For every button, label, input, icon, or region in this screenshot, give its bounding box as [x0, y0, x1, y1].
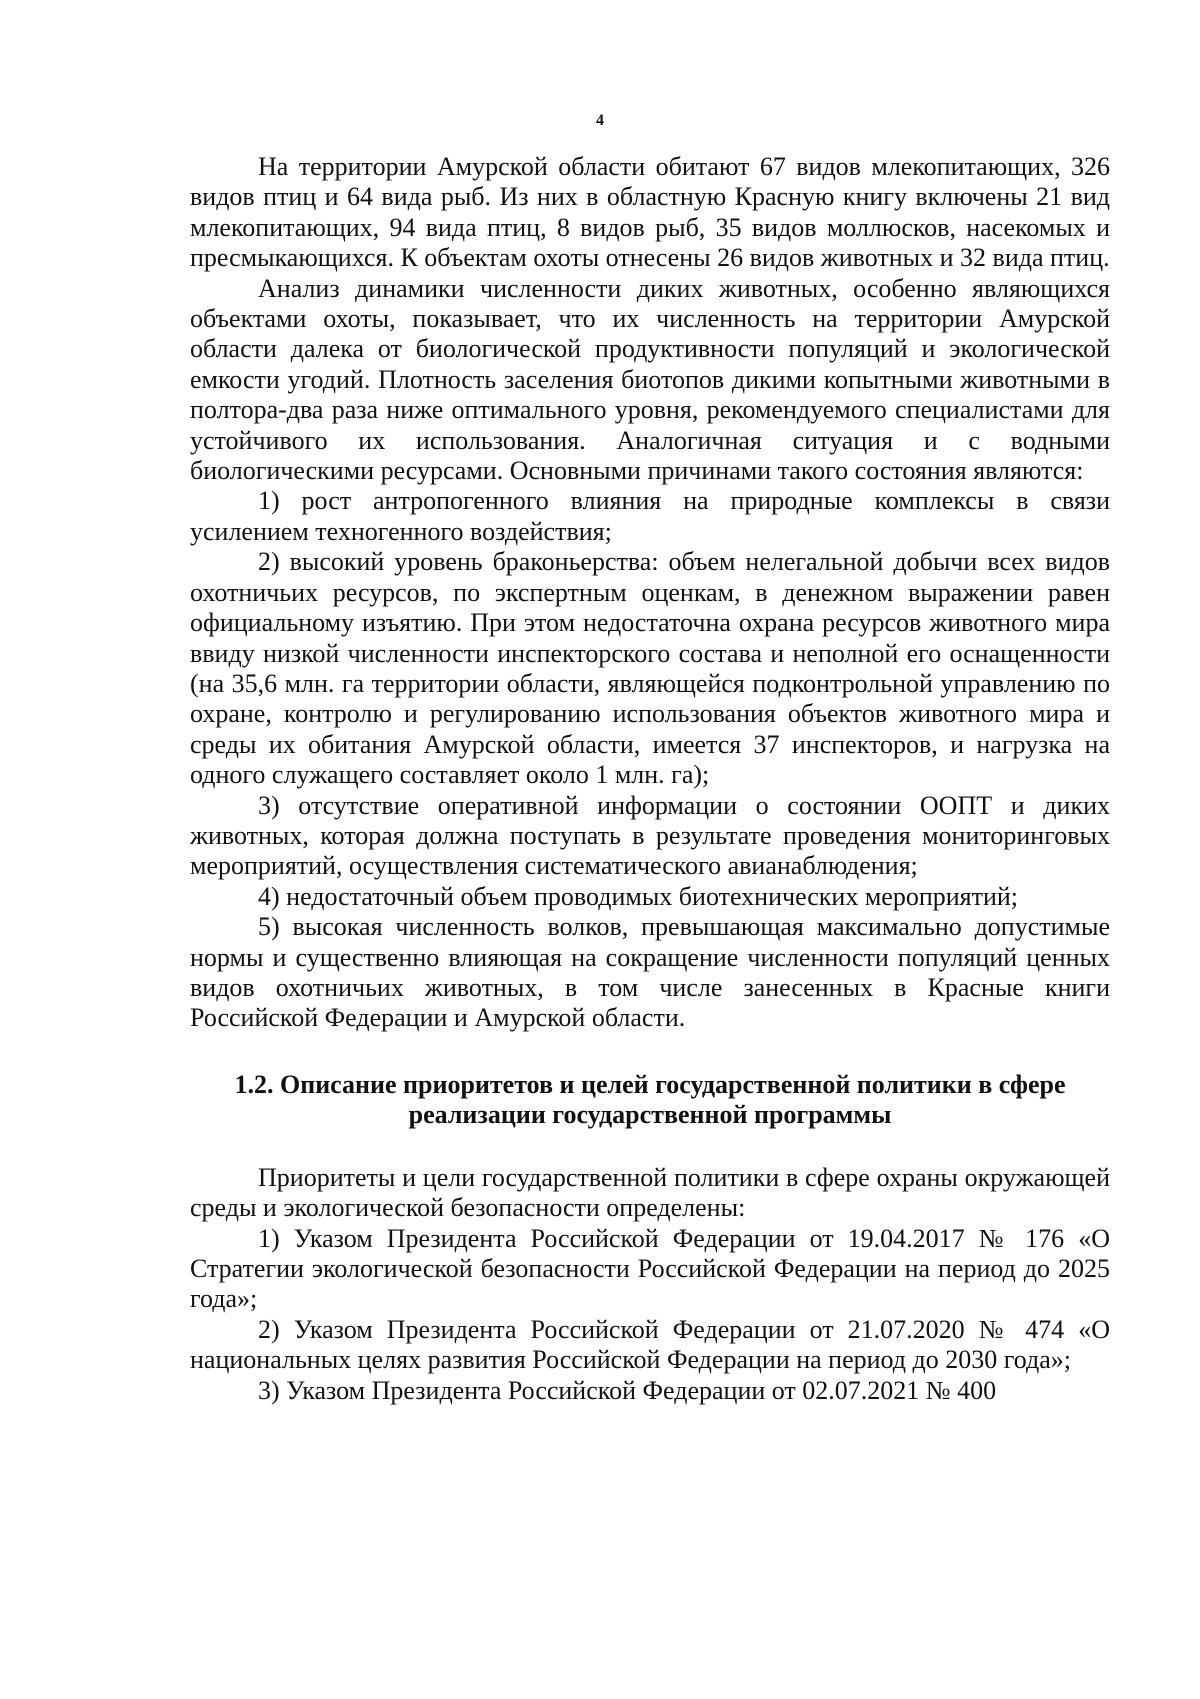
list-item-decree-474: 2) Указом Президента Российской Федерации от 21.07.2020 № 474 «О национальных целях развития Российской Федерации на период до 2030 года»;	[190, 1314, 1110, 1375]
page-number: 4	[596, 112, 604, 129]
list-item-decree-176: 1) Указом Президента Российской Федерации от 19.04.2017 № 176 «О Стратегии экологической безопасности Российской Федерации на период до 2025 года»;	[190, 1223, 1110, 1314]
list-item-poaching: 2) высокий уровень браконьерства: объем нелегальной добычи всех видов охотничьих ресурсов, по экспертным оценкам, в денежном выражении равен официальному изъятию. При этом недостаточна охрана ресурсов животного мира ввиду низкой численности инспекторского состава и неполной его оснащенности (на 35,6 млн. га территории области, являющейся подконтрольной управлению по охране, контролю и регулированию использования объектов животного мира и среды их обитания Амурской области, имеется 37 инспекторов, и нагрузка на одного служащего составляет около 1 млн. га);	[190, 547, 1110, 790]
page-content	[190, 152, 1110, 1406]
section-heading-line-1: 1.2. Описание приоритетов и целей государственной политики в сфере	[234, 1069, 1066, 1099]
section-heading	[190, 1070, 1110, 1131]
paragraph-fauna-species: На территории Амурской области обитают 67 видов млекопитающих, 326 видов птиц и 64 вида рыб. Из них в областную Красную книгу включены 21 вид млекопитающих, 94 вида птиц, 8 видов рыб, 35 видов моллюсков, насекомых и пресмыкающихся. К объектам охоты отнесены 26 видов животных и 32 вида птиц.	[190, 152, 1110, 273]
paragraph-priorities: Приоритеты и цели государственной политики в сфере охраны окружающей среды и экологической безопасности определены:	[190, 1162, 1110, 1223]
list-item-wolves: 5) высокая численность волков, превышающая максимально допустимые нормы и существенно влияющая на сокращение численности популяций ценных видов охотничьих животных, в том числе занесенных в Красные книги Российской Федерации и Амурской области.	[190, 912, 1110, 1033]
paragraph-population-analysis: Анализ динамики численности диких животных, особенно являющихся объектами охоты, показывает, что их численность на территории Амурской области далека от биологической продуктивности популяций и экологической емкости угодий. Плотность заселения биотопов дикими копытными животными в полтора-два раза ниже оптимального уровня, рекомендуемого специалистами для устойчивого их использования. Аналогичная ситуация и с водными биологическими ресурсами. Основными причинами такого состояния являются:	[190, 273, 1110, 486]
list-item-biotechnical-measures: 4) недостаточный объем проводимых биотехнических мероприятий;	[258, 881, 1019, 911]
list-item-lack-of-information: 3) отсутствие оперативной информации о состоянии ООПТ и диких животных, которая должна поступать в результате проведения мониторинговых мероприятий, осуществления систематического авианаблюдения;	[190, 790, 1110, 881]
list-item-anthropogenic-impact: 1) рост антропогенного влияния на природные комплексы в связи усилением техногенного воздействия;	[190, 486, 1110, 546]
list-item-decree-400: 3) Указом Президента Российской Федерации от 02.07.2021 № 400	[258, 1375, 997, 1405]
section-heading-line-2: реализации государственной программы	[408, 1100, 892, 1130]
